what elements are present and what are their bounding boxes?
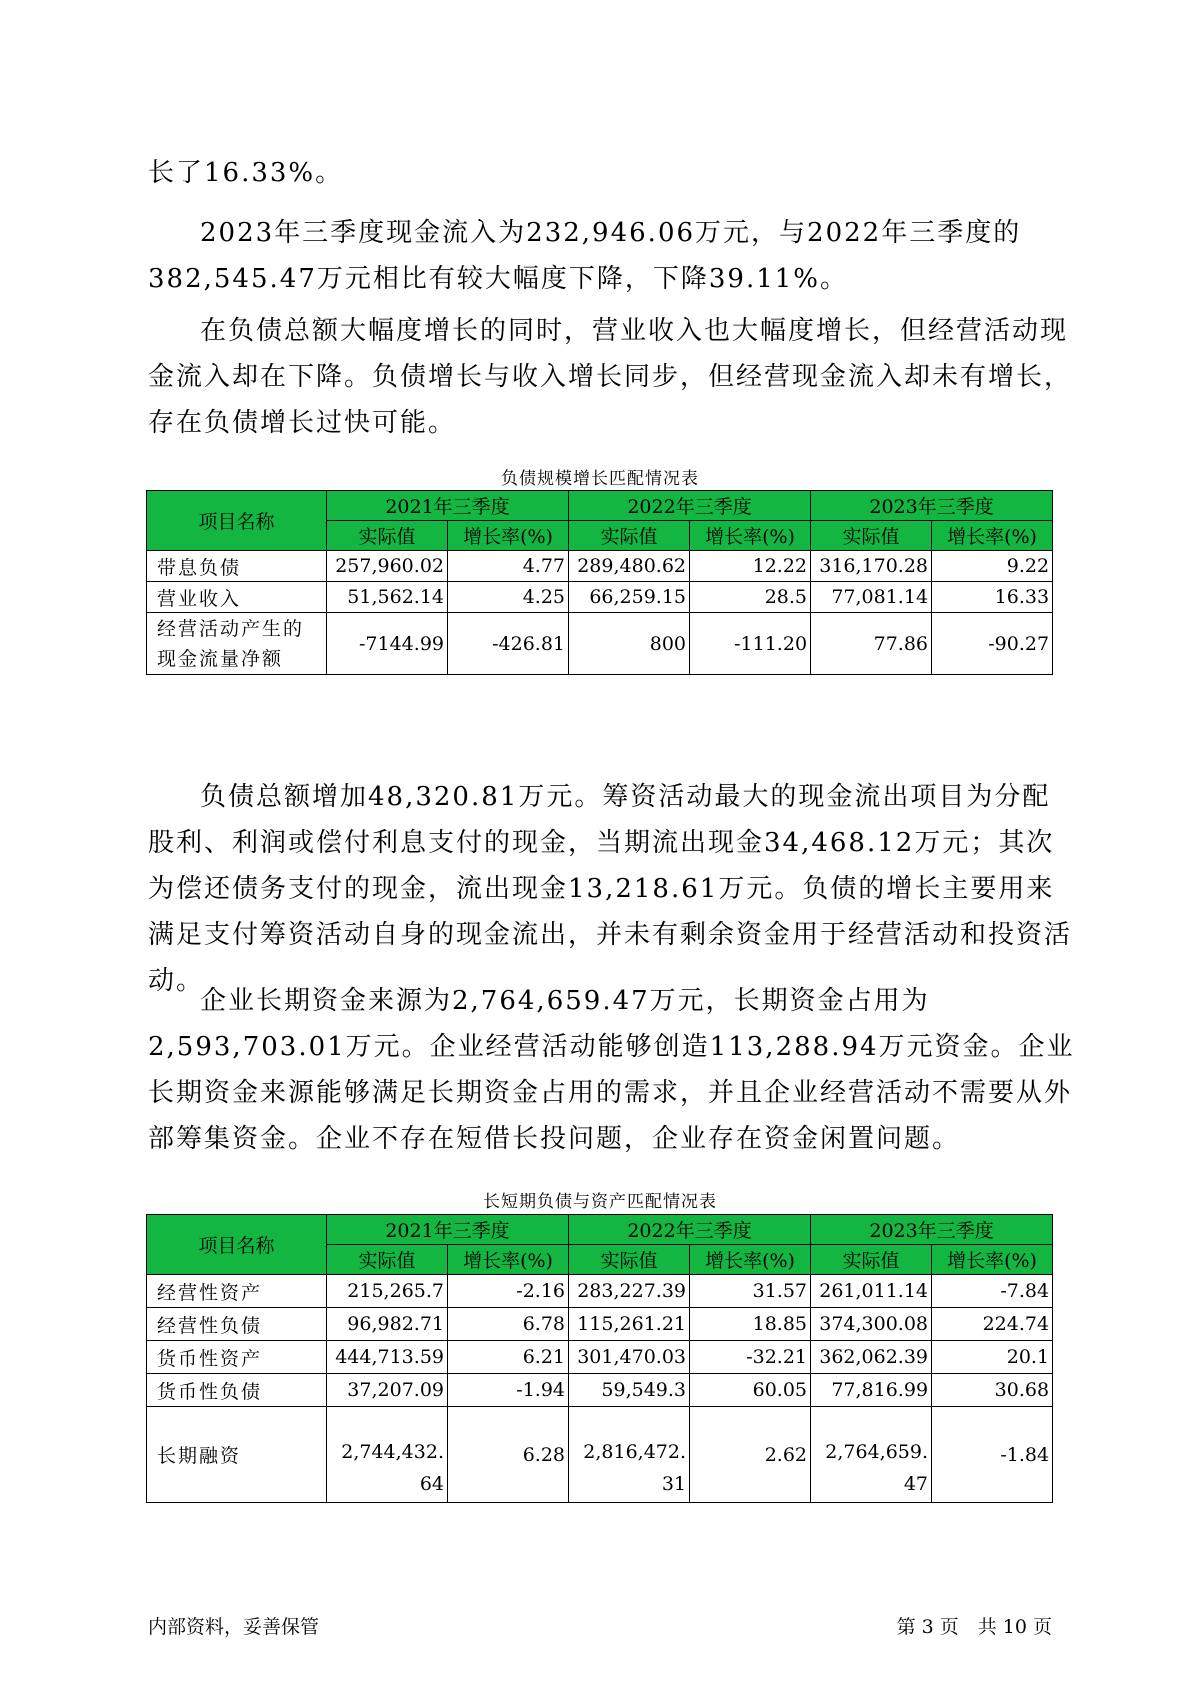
- paragraph-cash-inflow: 2023年三季度现金流入为232,946.06万元，与2022年三季度的382,545.47万元相比有较大幅度下降，下降39.11%。: [148, 218, 1022, 294]
- table2-caption: 长短期负债与资产匹配情况表: [483, 1192, 717, 1212]
- cell-value: 4.25: [448, 582, 569, 613]
- cell-value: 257,960.02: [327, 551, 448, 582]
- header-actual: 实际值: [811, 521, 932, 551]
- header-period-2022: 2022年三季度: [569, 1215, 811, 1245]
- row-label: 带息负债: [147, 551, 327, 582]
- row-label: 经营活动产生的现金流量净额: [147, 613, 327, 675]
- cell-value: 16.33: [932, 582, 1053, 613]
- header-actual: 实际值: [811, 1245, 932, 1275]
- header-period-2021: 2021年三季度: [327, 1215, 569, 1245]
- cell-value: 60.05: [690, 1374, 811, 1407]
- cell-value: 6.28: [448, 1407, 569, 1503]
- paragraph-debt-increase: 负债总额增加48,320.81万元。筹资活动最大的现金流出项目为分配股利、利润或偿付利息支付的现金，当期流出现金34,468.12万元；其次为偿还债务支付的现金，流出现金13,218.61万元。负债的增长主要用来满足支付筹资活动自身的现金流出，并未有剩余资金用于经营活动和投资活动。: [148, 782, 1073, 996]
- table-row: [147, 1407, 1053, 1503]
- cell-value: -426.81: [448, 613, 569, 675]
- header-growth: 增长率(%): [448, 521, 569, 551]
- cell-value: -2.16: [448, 1275, 569, 1308]
- header-period-2023: 2023年三季度: [811, 491, 1053, 521]
- cell-value: -1.84: [932, 1407, 1053, 1503]
- cell-value: 6.78: [448, 1308, 569, 1341]
- cell-value: 77,816.99: [811, 1374, 932, 1407]
- header-growth: 增长率(%): [932, 1245, 1053, 1275]
- paragraph-continuation: 长了16.33%。: [148, 158, 344, 188]
- cell-value: 301,470.03: [569, 1341, 690, 1374]
- cell-value: 2,744,432.64: [327, 1407, 448, 1503]
- cell-value: 31.57: [690, 1275, 811, 1308]
- header-period-2021: 2021年三季度: [327, 491, 569, 521]
- cell-value: 6.21: [448, 1341, 569, 1374]
- header-growth: 增长率(%): [448, 1245, 569, 1275]
- cell-value: 37,207.09: [327, 1374, 448, 1407]
- cell-value: 20.1: [932, 1341, 1053, 1374]
- cell-value: -32.21: [690, 1341, 811, 1374]
- cell-value: 96,982.71: [327, 1308, 448, 1341]
- cell-value: 51,562.14: [327, 582, 448, 613]
- cell-value: 800: [569, 613, 690, 675]
- cell-value: 9.22: [932, 551, 1053, 582]
- header-actual: 实际值: [327, 521, 448, 551]
- cell-value: 4.77: [448, 551, 569, 582]
- cell-value: 28.5: [690, 582, 811, 613]
- header-growth: 增长率(%): [690, 521, 811, 551]
- table-row: [147, 1374, 1053, 1407]
- header-actual: 实际值: [327, 1245, 448, 1275]
- cell-value: 215,265.7: [327, 1275, 448, 1308]
- cell-value: 77.86: [811, 613, 932, 675]
- debt-asset-match-table: [146, 1214, 1053, 1503]
- cell-value: 289,480.62: [569, 551, 690, 582]
- cell-value: -7144.99: [327, 613, 448, 675]
- cell-value: 362,062.39: [811, 1341, 932, 1374]
- cell-value: 66,259.15: [569, 582, 690, 613]
- cell-value: 77,081.14: [811, 582, 932, 613]
- header-growth: 增长率(%): [932, 521, 1053, 551]
- row-label: 长期融资: [147, 1407, 327, 1503]
- table-row: [147, 582, 1053, 613]
- debt-scale-table: [146, 490, 1053, 675]
- footer-note: 内部资料，妥善保管: [148, 1616, 320, 1638]
- row-label: 经营性负债: [147, 1308, 327, 1341]
- cell-value: 2,764,659.47: [811, 1407, 932, 1503]
- table1-caption: 负债规模增长匹配情况表: [501, 469, 699, 489]
- table-row: [147, 551, 1053, 582]
- table-row: [147, 1341, 1053, 1374]
- header-actual: 实际值: [569, 521, 690, 551]
- table-row: [147, 1308, 1053, 1341]
- paragraph-long-term-funds: 企业长期资金来源为2,764,659.47万元，长期资金占用为2,593,703.01万元。企业经营活动能够创造113,288.94万元资金。企业长期资金来源能够满足长期资金占用的需求，并且企业经营活动不需要从外部筹集资金。企业不存在短借长投问题，企业存在资金闲置问题。: [148, 986, 1075, 1154]
- cell-value: -1.94: [448, 1374, 569, 1407]
- row-label: 货币性负债: [147, 1374, 327, 1407]
- cell-value: 444,713.59: [327, 1341, 448, 1374]
- cell-value: 224.74: [932, 1308, 1053, 1341]
- row-label: 经营性资产: [147, 1275, 327, 1308]
- paragraph-debt-growth: 在负债总额大幅度增长的同时，营业收入也大幅度增长，但经营活动现金流入却在下降。负债增长与收入增长同步，但经营现金流入却未有增长，存在负债增长过快可能。: [148, 316, 1073, 438]
- cell-value: 374,300.08: [811, 1308, 932, 1341]
- footer-page-number: 第 3 页 共 10 页: [896, 1616, 1052, 1638]
- table-row: [147, 613, 1053, 675]
- header-period-2022: 2022年三季度: [569, 491, 811, 521]
- header-period-2023: 2023年三季度: [811, 1215, 1053, 1245]
- header-item-name: 项目名称: [147, 1215, 327, 1275]
- cell-value: 316,170.28: [811, 551, 932, 582]
- header-actual: 实际值: [569, 1245, 690, 1275]
- cell-value: 2.62: [690, 1407, 811, 1503]
- cell-value: 283,227.39: [569, 1275, 690, 1308]
- header-item-name: 项目名称: [147, 491, 327, 551]
- row-label: 货币性资产: [147, 1341, 327, 1374]
- cell-value: 261,011.14: [811, 1275, 932, 1308]
- table-row: [147, 1275, 1053, 1308]
- cell-value: -90.27: [932, 613, 1053, 675]
- cell-value: 18.85: [690, 1308, 811, 1341]
- cell-value: 115,261.21: [569, 1308, 690, 1341]
- cell-value: 12.22: [690, 551, 811, 582]
- row-label: 营业收入: [147, 582, 327, 613]
- cell-value: 59,549.3: [569, 1374, 690, 1407]
- cell-value: 2,816,472.31: [569, 1407, 690, 1503]
- cell-value: 30.68: [932, 1374, 1053, 1407]
- header-growth: 增长率(%): [690, 1245, 811, 1275]
- cell-value: -111.20: [690, 613, 811, 675]
- cell-value: -7.84: [932, 1275, 1053, 1308]
